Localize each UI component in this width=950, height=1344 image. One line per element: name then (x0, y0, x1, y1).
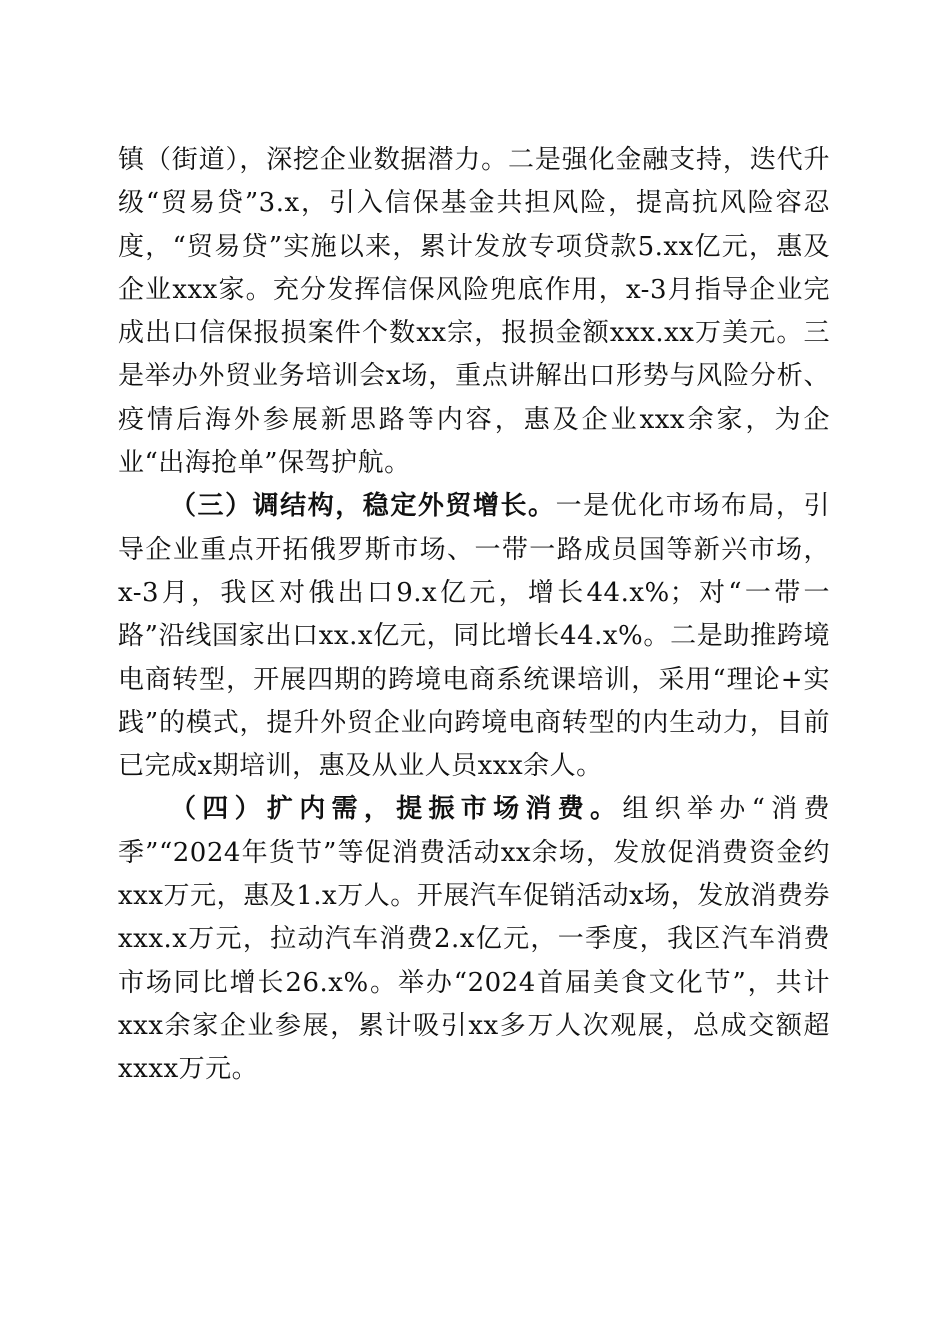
section-heading-3: （三）调结构，稳定外贸增长。 (170, 491, 556, 522)
paragraph-text: 组织举办“消费季”“2024年货节”等促消费活动xx余场，发放促消费资金约xxx万元，惠及1.x万人。开展汽车促销活动x场，发放消费券xxx.x万元，拉动汽车消费2.x亿元，一季度，我区汽车消费市场同比增长26.x%。举办“2024首届美食文化节”，共计xxx余家企业参展，累计吸引xx多万人次观展，总成交额超xxxx万元。 (118, 794, 830, 1085)
document-body (118, 139, 830, 1092)
paragraph-section-4 (118, 788, 830, 1091)
paragraph-continuation (118, 139, 830, 485)
paragraph-text: 镇（街道），深挖企业数据潜力。二是强化金融支持，迭代升级“贸易贷”3.x，引入信保基金共担风险，提高抗风险容忍度，“贸易贷”实施以来，累计发放专项贷款5.xx亿元，惠及企业xxx家。充分发挥信保风险兜底作用，x-3月指导企业完成出口信保报损案件个数xx宗，报损金额xxx.xx万美元。三是举办外贸业务培训会x场，重点讲解出口形势与风险分析、疫情后海外参展新思路等内容，惠及企业xxx余家，为企业“出海抢单”保驾护航。 (118, 145, 830, 479)
paragraph-text: 一是优化市场布局，引导企业重点开拓俄罗斯市场、一带一路成员国等新兴市场，x-3月，我区对俄出口9.x亿元，增长44.x%；对“一带一路”沿线国家出口xx.x亿元，同比增长44.x%。二是助推跨境电商转型，开展四期的跨境电商系统课培训，采用“理论+实践”的模式，提升外贸企业向跨境电商转型的内生动力，目前已完成x期培训，惠及从业人员xxx余人。 (118, 491, 830, 782)
section-heading-4: （四）扩内需，提振市场消费。 (170, 794, 623, 825)
paragraph-section-3 (118, 485, 830, 788)
